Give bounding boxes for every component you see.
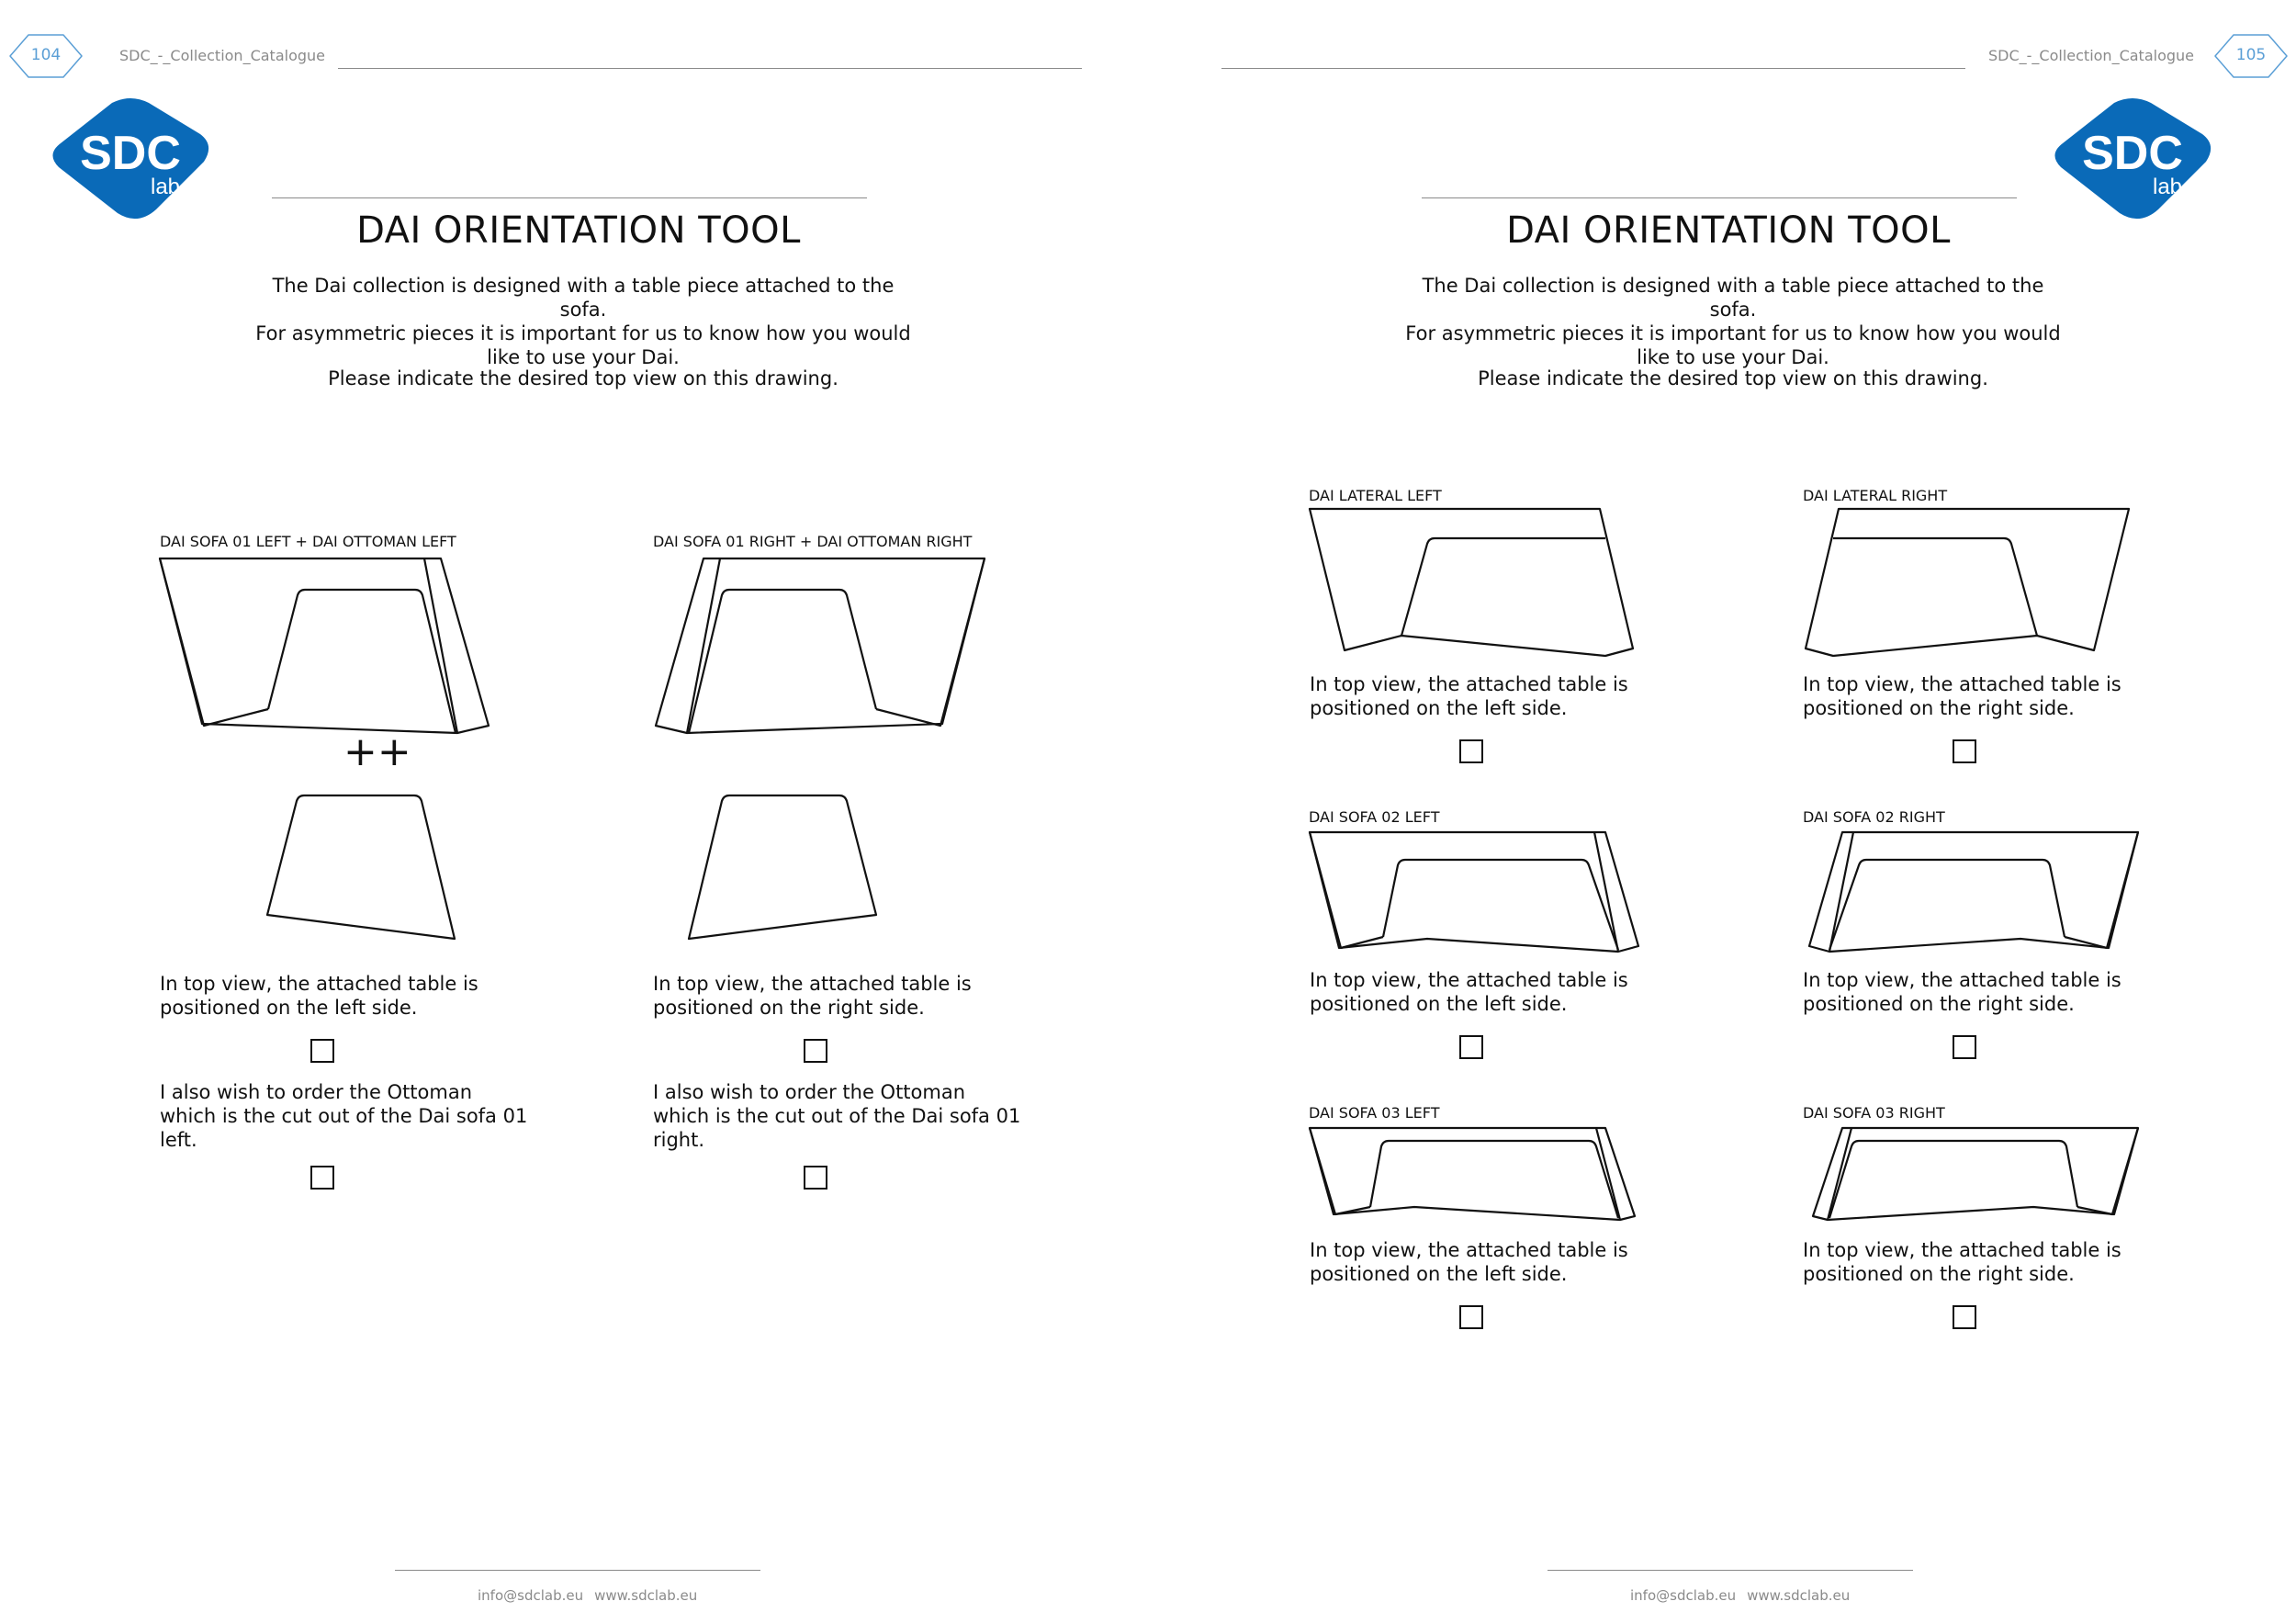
ottoman-right-drawing <box>680 792 882 946</box>
right-page <box>1148 0 2296 1624</box>
sofa-02-right-drawing <box>1802 827 2142 955</box>
page-number-badge <box>8 33 84 79</box>
svg-text:SDC: SDC <box>80 127 181 180</box>
caption-sofa01-right: In top view, the attached table is positioned on the right side. <box>653 973 972 1019</box>
checkbox-lateral-right[interactable] <box>1953 739 1976 763</box>
checkbox-ottoman-left[interactable] <box>310 1166 334 1190</box>
title-rule <box>272 197 867 198</box>
sdc-lab-logo <box>46 96 215 228</box>
svg-text:SDC: SDC <box>2082 127 2183 180</box>
catalogue-title: SDC_-_Collection_Catalogue <box>119 47 325 64</box>
header-rule <box>1221 68 1965 69</box>
option-label-sofa03-right: DAI SOFA 03 RIGHT <box>1803 1104 1945 1122</box>
option-label-sofa01-right: DAI SOFA 01 RIGHT + DAI OTTOMAN RIGHT <box>653 533 973 550</box>
instruction-text: Please indicate the desired top view on this drawing. <box>1478 367 1988 389</box>
footer-website[interactable]: www.sdclab.eu <box>1747 1587 1851 1604</box>
option-label-sofa02-right: DAI SOFA 02 RIGHT <box>1803 808 1945 826</box>
caption-sofa03-left: In top view, the attached table is positioned on the left side. <box>1310 1239 1628 1285</box>
checkbox-lateral-left[interactable] <box>1459 739 1483 763</box>
header-rule <box>338 68 1082 69</box>
caption-sofa03-right: In top view, the attached table is positioned on the right side. <box>1803 1239 2122 1285</box>
footer-email[interactable]: info@sdclab.eu <box>478 1587 584 1604</box>
svg-text:lab: lab <box>2152 175 2183 199</box>
sofa-01-left-drawing <box>156 551 496 744</box>
page-title: DAI ORIENTATION TOOL <box>1506 209 1951 252</box>
footer-rule <box>1548 1570 1913 1571</box>
page-title: DAI ORIENTATION TOOL <box>356 209 801 252</box>
checkbox-sofa01-right[interactable] <box>804 1039 827 1063</box>
caption-sofa01-left: In top view, the attached table is positioned on the left side. <box>160 973 478 1019</box>
sofa-02-left-drawing <box>1306 827 1646 955</box>
checkbox-sofa03-left[interactable] <box>1459 1305 1483 1329</box>
option-label-sofa02-left: DAI SOFA 02 LEFT <box>1309 808 1440 826</box>
footer-rule <box>395 1570 760 1571</box>
option-label-lateral-left: DAI LATERAL LEFT <box>1309 487 1442 504</box>
caption-sofa02-right: In top view, the attached table is positioned on the right side. <box>1803 969 2122 1015</box>
checkbox-sofa02-left[interactable] <box>1459 1035 1483 1059</box>
page-number-badge <box>2213 33 2289 79</box>
sofa-03-left-drawing <box>1306 1122 1646 1224</box>
caption-lateral-right: In top view, the attached table is positioned on the right side. <box>1803 673 2122 719</box>
footer-contact <box>478 1587 697 1604</box>
ottoman-caption-right: I also wish to order the Ottoman which is the cut out of the Dai sofa 01 right. <box>653 1081 1021 1151</box>
footer-email[interactable]: info@sdclab.eu <box>1630 1587 1737 1604</box>
svg-text:lab: lab <box>150 175 181 199</box>
checkbox-sofa02-right[interactable] <box>1953 1035 1976 1059</box>
sofa-03-right-drawing <box>1802 1122 2142 1224</box>
footer-website[interactable]: www.sdclab.eu <box>594 1587 698 1604</box>
checkbox-ottoman-right[interactable] <box>804 1166 827 1190</box>
option-label-sofa01-left: DAI SOFA 01 LEFT + DAI OTTOMAN LEFT <box>160 533 456 550</box>
caption-sofa02-left: In top view, the attached table is positioned on the left side. <box>1310 969 1628 1015</box>
page-number: 105 <box>2235 46 2267 64</box>
footer-contact <box>1630 1587 1850 1604</box>
sofa-01-right-drawing <box>648 551 988 744</box>
lateral-right-drawing <box>1802 505 2142 661</box>
option-label-sofa03-left: DAI SOFA 03 LEFT <box>1309 1104 1440 1122</box>
title-rule <box>1422 197 2017 198</box>
ottoman-caption-left: I also wish to order the Ottoman which is the cut out of the Dai sofa 01 left. <box>160 1081 528 1151</box>
catalogue-title: SDC_-_Collection_Catalogue <box>1988 47 2194 64</box>
sdc-lab-logo <box>2048 96 2217 228</box>
intro-text: The Dai collection is designed with a table piece attached to the sofa. For asymmetric pieces it is important for us to know how you would like to use your Dai. <box>255 275 911 368</box>
ottoman-left-drawing <box>262 792 464 946</box>
checkbox-sofa01-left[interactable] <box>310 1039 334 1063</box>
page-number: 104 <box>30 46 62 64</box>
plus-sign: ++ <box>343 728 411 775</box>
lateral-left-drawing <box>1306 505 1646 661</box>
checkbox-sofa03-right[interactable] <box>1953 1305 1976 1329</box>
intro-text: The Dai collection is designed with a table piece attached to the sofa. For asymmetric pieces it is important for us to know how you would like to use your Dai. <box>1405 275 2061 368</box>
option-label-lateral-right: DAI LATERAL RIGHT <box>1803 487 1948 504</box>
instruction-text: Please indicate the desired top view on this drawing. <box>328 367 838 389</box>
caption-lateral-left: In top view, the attached table is positioned on the left side. <box>1310 673 1628 719</box>
